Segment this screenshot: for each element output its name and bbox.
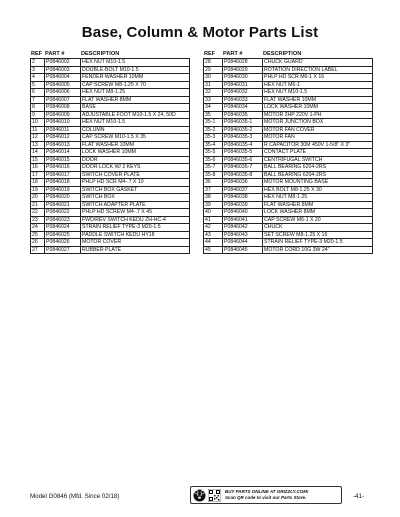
- part-number-cell: P0846016: [45, 164, 81, 172]
- ref-cell: 6: [31, 89, 45, 97]
- ref-cell: 3: [31, 66, 45, 74]
- ref-cell: 41: [204, 216, 223, 224]
- description-cell: STRAIN RELIEF TYPE-3 M20-1.5: [263, 239, 373, 247]
- part-number-cell: P0846021: [45, 201, 81, 209]
- description-cell: HEX NUT M10-1.5: [81, 59, 190, 67]
- part-number-cell: P0846035-8: [223, 171, 263, 179]
- table-row: [204, 111, 373, 119]
- ref-cell: 11: [31, 126, 45, 134]
- table-row: [31, 81, 190, 89]
- parts-store-banner[interactable]: [190, 486, 342, 504]
- table-row: [204, 224, 373, 232]
- description-cell: CHUCK: [263, 224, 373, 232]
- page-title: Base, Column & Motor Parts List: [81, 24, 319, 41]
- ref-cell: 35-4: [204, 141, 223, 149]
- table-row: [31, 246, 190, 254]
- table-row: [31, 111, 190, 119]
- part-number-cell: P0846012: [45, 134, 81, 142]
- ref-cell: 18: [31, 179, 45, 187]
- part-number-cell: P0846018: [45, 179, 81, 187]
- ref-cell: 24: [31, 224, 45, 232]
- part-number-cell: P0846025: [45, 231, 81, 239]
- part-number-cell: P0846011: [45, 126, 81, 134]
- description-cell: CAP SCREW M6-1 X 20: [263, 216, 373, 224]
- table-row: [31, 66, 190, 74]
- description-cell: FLAT WASHER 8MM: [263, 201, 373, 209]
- ref-cell: 4: [31, 74, 45, 82]
- table-header: [30, 47, 190, 57]
- description-cell: DOOR LOCK W/ 2 KEYS: [81, 164, 190, 172]
- ref-cell: 23: [31, 216, 45, 224]
- description-cell: BALL BEARING 6204-2RS: [263, 164, 373, 172]
- description-cell: SWITCH BOX: [81, 194, 190, 202]
- description-cell: PHLP HD SCREW M4-.7 X 45: [81, 209, 190, 217]
- description-cell: FLAT WASHER 8MM: [81, 96, 190, 104]
- ref-cell: 33: [204, 96, 223, 104]
- part-number-cell: P0846008: [45, 104, 81, 112]
- part-number-cell: P0846035-6: [223, 156, 263, 164]
- part-number-cell: P0846026: [45, 239, 81, 247]
- part-number-cell: P0846035-5: [223, 149, 263, 157]
- ref-cell: 5: [31, 81, 45, 89]
- table-row: [204, 126, 373, 134]
- part-number-cell: P0846045: [223, 246, 263, 254]
- description-cell: MOTOR FAN COVER: [263, 126, 373, 134]
- ref-cell: 25: [31, 231, 45, 239]
- table-row: [204, 194, 373, 202]
- part-number-cell: P0846032: [223, 89, 263, 97]
- ref-cell: 16: [31, 164, 45, 172]
- part-number-cell: P0846009: [45, 111, 81, 119]
- description-cell: FLAT WASHER 10MM: [263, 96, 373, 104]
- table-row: [31, 201, 190, 209]
- table-row: [31, 134, 190, 142]
- description-cell: COLUMN: [81, 126, 190, 134]
- part-number-cell: P0846035-2: [223, 126, 263, 134]
- part-number-cell: P0846039: [223, 201, 263, 209]
- part-number-cell: P0846038: [223, 194, 263, 202]
- part-number-cell: P0846028: [223, 59, 263, 67]
- ref-cell: 28: [204, 59, 223, 67]
- part-number-cell: P0846035-4: [223, 141, 263, 149]
- table-row: [204, 149, 373, 157]
- description-cell: CHUCK GUARD: [263, 59, 373, 67]
- part-number-cell: P0846042: [223, 224, 263, 232]
- part-header: PART #: [223, 51, 243, 57]
- description-cell: MOTOR CORD 10G 3W 24": [263, 246, 373, 254]
- table-row: [31, 179, 190, 187]
- ref-cell: 37: [204, 186, 223, 194]
- part-number-cell: P0846017: [45, 171, 81, 179]
- model-label: Model G0846 (Mfd. Since 02/18): [30, 493, 120, 500]
- grizzly-bear-logo-icon: [193, 489, 206, 502]
- description-cell: FWD/REV SWITCH KEDU ZH-HC-4: [81, 216, 190, 224]
- description-header: DESCRIPTION: [81, 51, 120, 57]
- table-header: [203, 47, 373, 57]
- part-number-cell: P0846003: [45, 66, 81, 74]
- description-cell: HEX NUT M6-1: [263, 81, 373, 89]
- table-row: [31, 141, 190, 149]
- table-row: [204, 134, 373, 142]
- table-row: [204, 66, 373, 74]
- description-cell: CAP SCREW M10-1.5 X 35: [81, 134, 190, 142]
- ref-cell: 19: [31, 186, 45, 194]
- table-row: [204, 59, 373, 67]
- ref-cell: 35-1: [204, 119, 223, 127]
- qr-code-icon[interactable]: [208, 489, 221, 502]
- ref-cell: 39: [204, 201, 223, 209]
- ref-cell: 27: [31, 246, 45, 254]
- parts-table-left: [30, 58, 190, 254]
- part-number-cell: P0846023: [45, 216, 81, 224]
- description-cell: MOTOR FAN: [263, 134, 373, 142]
- table-row: [204, 171, 373, 179]
- table-row: [31, 164, 190, 172]
- ref-cell: 31: [204, 81, 223, 89]
- table-row: [204, 246, 373, 254]
- description-cell: ADJUSTABLE FOOT M10-1.5 X 24, 50D: [81, 111, 190, 119]
- ref-cell: 32: [204, 89, 223, 97]
- table-row: [31, 96, 190, 104]
- ref-cell: 35-3: [204, 134, 223, 142]
- parts-column-left: [30, 47, 190, 254]
- ref-header: REF: [31, 51, 43, 57]
- table-row: [204, 89, 373, 97]
- part-number-cell: P0846015: [45, 156, 81, 164]
- part-number-cell: P0846024: [45, 224, 81, 232]
- banner-subline: Scan QR code to visit our Parts Store.: [225, 495, 307, 500]
- ref-cell: 40: [204, 209, 223, 217]
- table-row: [31, 171, 190, 179]
- description-cell: MOTOR 2HP 220V 1-PH: [263, 111, 373, 119]
- table-row: [31, 126, 190, 134]
- part-number-cell: P0846005: [45, 81, 81, 89]
- table-row: [204, 239, 373, 247]
- part-number-cell: P0846007: [45, 96, 81, 104]
- ref-cell: 15: [31, 156, 45, 164]
- description-cell: HEX NUT M8-1.25: [263, 194, 373, 202]
- table-row: [204, 119, 373, 127]
- ref-cell: 35-2: [204, 126, 223, 134]
- description-cell: CENTRIFUGAL SWITCH: [263, 156, 373, 164]
- table-row: [31, 186, 190, 194]
- description-cell: FENDER WASHER 10MM: [81, 74, 190, 82]
- ref-cell: 21: [31, 201, 45, 209]
- table-row: [31, 224, 190, 232]
- description-cell: STRAIN RELIEF TYPE-3 M20-1.5: [81, 224, 190, 232]
- part-number-cell: P0846027: [45, 246, 81, 254]
- ref-cell: 35-5: [204, 149, 223, 157]
- table-row: [31, 156, 190, 164]
- part-number-cell: P0846035-3: [223, 134, 263, 142]
- table-row: [31, 89, 190, 97]
- description-cell: HEX BOLT M8-1.25 X 30: [263, 186, 373, 194]
- table-row: [31, 216, 190, 224]
- ref-cell: 14: [31, 149, 45, 157]
- table-row: [31, 104, 190, 112]
- ref-cell: 13: [31, 141, 45, 149]
- part-number-cell: P0846030: [223, 74, 263, 82]
- description-cell: SWITCH COVER PLATE: [81, 171, 190, 179]
- description-cell: BALL BEARING 6204-2RS: [263, 171, 373, 179]
- ref-cell: 35: [204, 111, 223, 119]
- ref-cell: 30: [204, 74, 223, 82]
- table-row: [31, 149, 190, 157]
- description-cell: BASE: [81, 104, 190, 112]
- table-row: [204, 104, 373, 112]
- table-row: [204, 186, 373, 194]
- table-row: [31, 59, 190, 67]
- ref-cell: 10: [31, 119, 45, 127]
- description-cell: CONTACT PLATE: [263, 149, 373, 157]
- part-number-cell: P0846044: [223, 239, 263, 247]
- part-number-cell: P0846019: [45, 186, 81, 194]
- table-row: [31, 231, 190, 239]
- description-cell: LOCK WASHER 8MM: [263, 209, 373, 217]
- part-number-cell: P0846020: [45, 194, 81, 202]
- part-number-cell: P0846013: [45, 141, 81, 149]
- table-row: [204, 231, 373, 239]
- ref-cell: 36: [204, 179, 223, 187]
- ref-cell: 35-7: [204, 164, 223, 172]
- part-number-cell: P0846010: [45, 119, 81, 127]
- ref-cell: 7: [31, 96, 45, 104]
- description-cell: PHLP HD SCR M4-.7 X 10: [81, 179, 190, 187]
- part-number-cell: P0846037: [223, 186, 263, 194]
- ref-cell: 20: [31, 194, 45, 202]
- description-cell: SWITCH ADAPTER PLATE: [81, 201, 190, 209]
- ref-cell: 26: [31, 239, 45, 247]
- table-row: [31, 194, 190, 202]
- ref-cell: 2: [31, 59, 45, 67]
- description-cell: DOOR: [81, 156, 190, 164]
- description-cell: SET SCREW M8-1.25 X 16: [263, 231, 373, 239]
- part-number-cell: P0846040: [223, 209, 263, 217]
- part-number-cell: P0846014: [45, 149, 81, 157]
- part-number-cell: P0846004: [45, 74, 81, 82]
- page-number: -41-: [353, 493, 365, 500]
- description-cell: CAP SCREW M8-1.25 X 70: [81, 81, 190, 89]
- description-cell: RUBBER PLATE: [81, 246, 190, 254]
- part-number-cell: P0846035-1: [223, 119, 263, 127]
- table-row: [204, 156, 373, 164]
- description-cell: R CAPACITOR 30M 450V 1-5/8" X 3": [263, 141, 373, 149]
- ref-cell: 17: [31, 171, 45, 179]
- table-row: [31, 119, 190, 127]
- description-cell: LOCK WASHER 10MM: [81, 149, 190, 157]
- description-cell: ROTATION DIRECTION LABEL: [263, 66, 373, 74]
- description-cell: MOTOR JUNCTION BOX: [263, 119, 373, 127]
- ref-cell: 42: [204, 224, 223, 232]
- description-cell: PHLP HD SCR M6-1 X 16: [263, 74, 373, 82]
- part-number-cell: P0846006: [45, 89, 81, 97]
- ref-header: REF: [204, 51, 216, 57]
- table-row: [204, 209, 373, 217]
- description-cell: HEX NUT M10-1.5: [81, 119, 190, 127]
- description-cell: DOUBLE-BOLT M10-1.5: [81, 66, 190, 74]
- table-row: [204, 81, 373, 89]
- description-cell: PADDLE SWITCH KEDU HY18: [81, 231, 190, 239]
- parts-table-right: [203, 58, 373, 254]
- description-cell: FLAT WASHER 10MM: [81, 141, 190, 149]
- description-cell: HEX NUT M8-1.25: [81, 89, 190, 97]
- ref-cell: 44: [204, 239, 223, 247]
- table-row: [204, 216, 373, 224]
- description-header: DESCRIPTION: [263, 51, 302, 57]
- part-number-cell: P0846041: [223, 216, 263, 224]
- part-number-cell: P0846002: [45, 59, 81, 67]
- table-row: [204, 201, 373, 209]
- ref-cell: 29: [204, 66, 223, 74]
- ref-cell: 12: [31, 134, 45, 142]
- table-row: [204, 96, 373, 104]
- description-cell: MOTOR MOUNTING BASE: [263, 179, 373, 187]
- ref-cell: 9: [31, 111, 45, 119]
- table-row: [204, 179, 373, 187]
- part-number-cell: P0846031: [223, 81, 263, 89]
- table-row: [204, 74, 373, 82]
- ref-cell: 45: [204, 246, 223, 254]
- ref-cell: 43: [204, 231, 223, 239]
- description-cell: LOCK WASHER 10MM: [263, 104, 373, 112]
- part-number-cell: P0846035-7: [223, 164, 263, 172]
- part-number-cell: P0846029: [223, 66, 263, 74]
- ref-cell: 38: [204, 194, 223, 202]
- table-row: [31, 209, 190, 217]
- ref-cell: 8: [31, 104, 45, 112]
- table-row: [204, 164, 373, 172]
- part-number-cell: P0846034: [223, 104, 263, 112]
- description-cell: SWITCH BOX GASKET: [81, 186, 190, 194]
- part-number-cell: P0846036: [223, 179, 263, 187]
- ref-cell: 35-6: [204, 156, 223, 164]
- part-number-cell: P0846022: [45, 209, 81, 217]
- table-row: [31, 239, 190, 247]
- description-cell: MOTOR COVER: [81, 239, 190, 247]
- ref-cell: 34: [204, 104, 223, 112]
- part-number-cell: P0846035: [223, 111, 263, 119]
- table-row: [31, 74, 190, 82]
- ref-cell: 35-8: [204, 171, 223, 179]
- description-cell: HEX NUT M10-1.5: [263, 89, 373, 97]
- part-number-cell: P0846043: [223, 231, 263, 239]
- table-row: [204, 141, 373, 149]
- banner-headline: BUY PARTS ONLINE AT GRIZZLY.COM!: [225, 489, 309, 494]
- part-number-cell: P0846033: [223, 96, 263, 104]
- banner-text: [225, 489, 309, 501]
- part-header: PART #: [45, 51, 65, 57]
- ref-cell: 22: [31, 209, 45, 217]
- parts-column-right: [203, 47, 373, 254]
